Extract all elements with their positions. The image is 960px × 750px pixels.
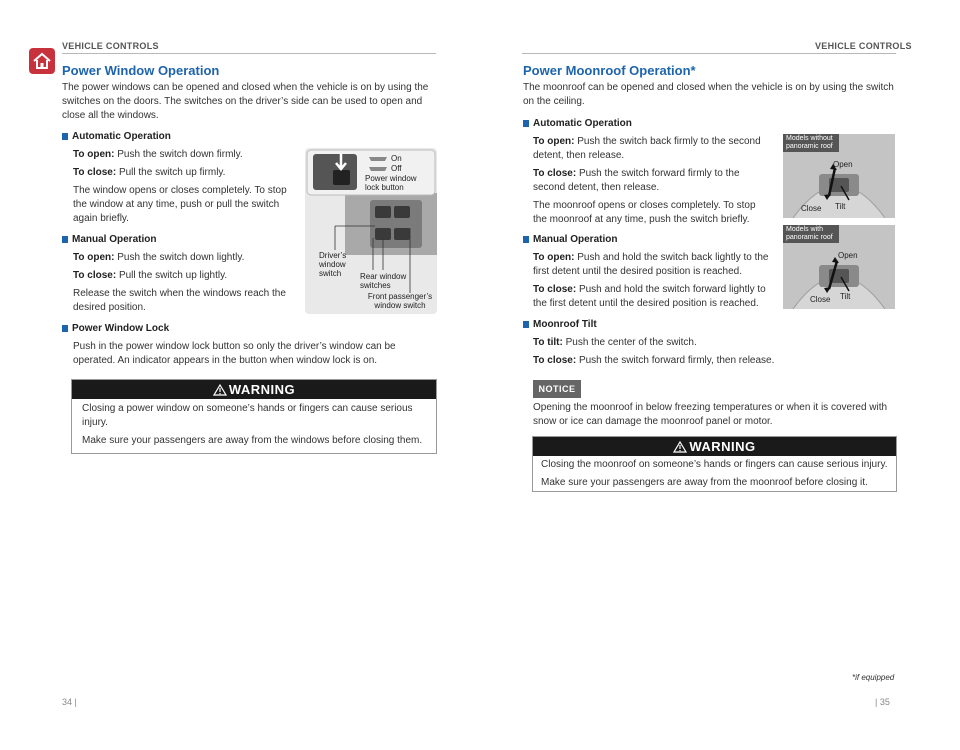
fig2-caption: Models with panoramic roof [783,225,839,243]
left-page-number: 34 | [62,697,77,707]
left-section-title: Power Window Operation [62,63,220,78]
left-manual-block [73,251,293,315]
left-auto-note: The window opens or closes completely. To stop the window at any time, push or pull the switch again briefly. [73,185,287,224]
warning-triangle-icon [673,441,687,453]
right-warning-box [532,436,897,492]
fig1-open-label: Open [833,160,853,169]
right-header-rule [522,53,896,54]
fig-rear-switches-label: Rear window switches [360,272,407,290]
left-manual-note: Release the switch when the windows reach the desired position. [73,288,286,313]
bullet-square-icon [523,321,529,328]
right-intro: The moonroof can be opened and closed when the vehicle is on by using the switch on the ceiling. [523,82,894,107]
left-auto-open: To open: Push the switch down firmly. [73,149,243,160]
fig1-tilt-label: Tilt [835,202,846,211]
left-auto-block [73,148,293,226]
left-warning-line1: Closing a power window on someone’s hands or fingers can cause serious injury. [82,403,413,428]
left-lock-text: Push in the power window lock button so only the driver’s window can be operated. An indicator appears in the button when window lock is on. [73,341,396,366]
left-manual-heading: Manual Operation [62,234,156,245]
left-auto-close: To close: Pull the switch up firmly. [73,167,226,178]
home-button[interactable] [29,48,55,74]
right-auto-block [533,135,771,227]
fig-on-label: On [391,154,402,163]
notice-badge: NOTICE [533,380,581,398]
right-warning-bar: WARNING [533,437,896,456]
left-header-rule [62,53,436,54]
bullet-square-icon [62,325,68,332]
right-tilt-tilt: To tilt: Push the center of the switch. [533,337,697,348]
moonroof-figure-without-panoramic [783,134,895,218]
right-auto-close: To close: Push the switch forward firmly to the second detent, then release. [533,168,740,193]
right-auto-note: The moonroof opens or closes completely. To stop the moonroof at any time, push the switch briefly. [533,200,756,225]
warning-triangle-icon [213,384,227,396]
right-tilt-close: To close: Push the switch forward firmly, then release. [533,355,775,366]
left-page-header: VEHICLE CONTROLS [62,41,159,51]
right-section-title: Power Moonroof Operation* [523,63,696,78]
power-window-figure [305,148,437,314]
left-auto-heading: Automatic Operation [62,131,171,142]
bullet-square-icon [62,133,68,140]
left-intro: The power windows can be opened and closed when the vehicle is on by using the switches on the doors. The switches on the driver’s side can be used to open and close all the windows. [62,82,429,121]
fig2-open-label: Open [838,251,858,260]
fig2-close-label: Close [810,295,831,304]
right-auto-heading: Automatic Operation [523,118,632,129]
moonroof-figure-with-panoramic [783,225,895,309]
left-lock-heading: Power Window Lock [62,323,169,334]
right-warning-line2: Make sure your passengers are away from the moonroof before closing it. [541,477,868,488]
fig-driver-switch-label: Driver’s window switch [319,251,347,278]
fig-off-label: Off [391,164,402,173]
fig2-tilt-label: Tilt [840,292,851,301]
fig1-caption: Models without panoramic roof [783,134,839,152]
right-auto-open: To open: Push the switch back firmly to the second detent, then release. [533,136,761,161]
left-warning-box [71,379,437,454]
right-manual-heading: Manual Operation [523,234,617,245]
right-tilt-heading: Moonroof Tilt [523,319,597,330]
fig1-close-label: Close [801,204,822,213]
bullet-square-icon [62,236,68,243]
right-page-number: | 35 [875,697,890,707]
right-manual-block [533,251,771,311]
fig-front-passenger-label: Front passenger’s window switch [367,292,433,310]
left-warning-line2: Make sure your passengers are away from the windows before closing them. [82,435,423,446]
right-tilt-block [533,336,833,368]
bullet-square-icon [523,120,529,127]
right-manual-open: To open: Push and hold the switch back lightly to the first detent until the desired position is reached. [533,252,769,277]
left-warning-bar: WARNING [72,380,436,399]
right-warning-line1: Closing the moonroof on someone’s hands or fingers can cause serious injury. [541,459,888,470]
right-manual-close: To close: Push and hold the switch forward lightly to the first detent until the desired position is reached. [533,284,766,309]
notice-text: Opening the moonroof in below freezing temperatures or when it is covered with snow or ice can damage the moonroof panel or motor. [533,402,888,427]
footnote: *if equipped [852,673,895,682]
home-icon [29,48,55,74]
right-page-header: VEHICLE CONTROLS [815,41,912,51]
left-manual-open: To open: Push the switch down lightly. [73,252,245,263]
bullet-square-icon [523,236,529,243]
fig-lock-button-label: Power window lock button [365,174,417,192]
left-manual-close: To close: Pull the switch up lightly. [73,270,228,281]
